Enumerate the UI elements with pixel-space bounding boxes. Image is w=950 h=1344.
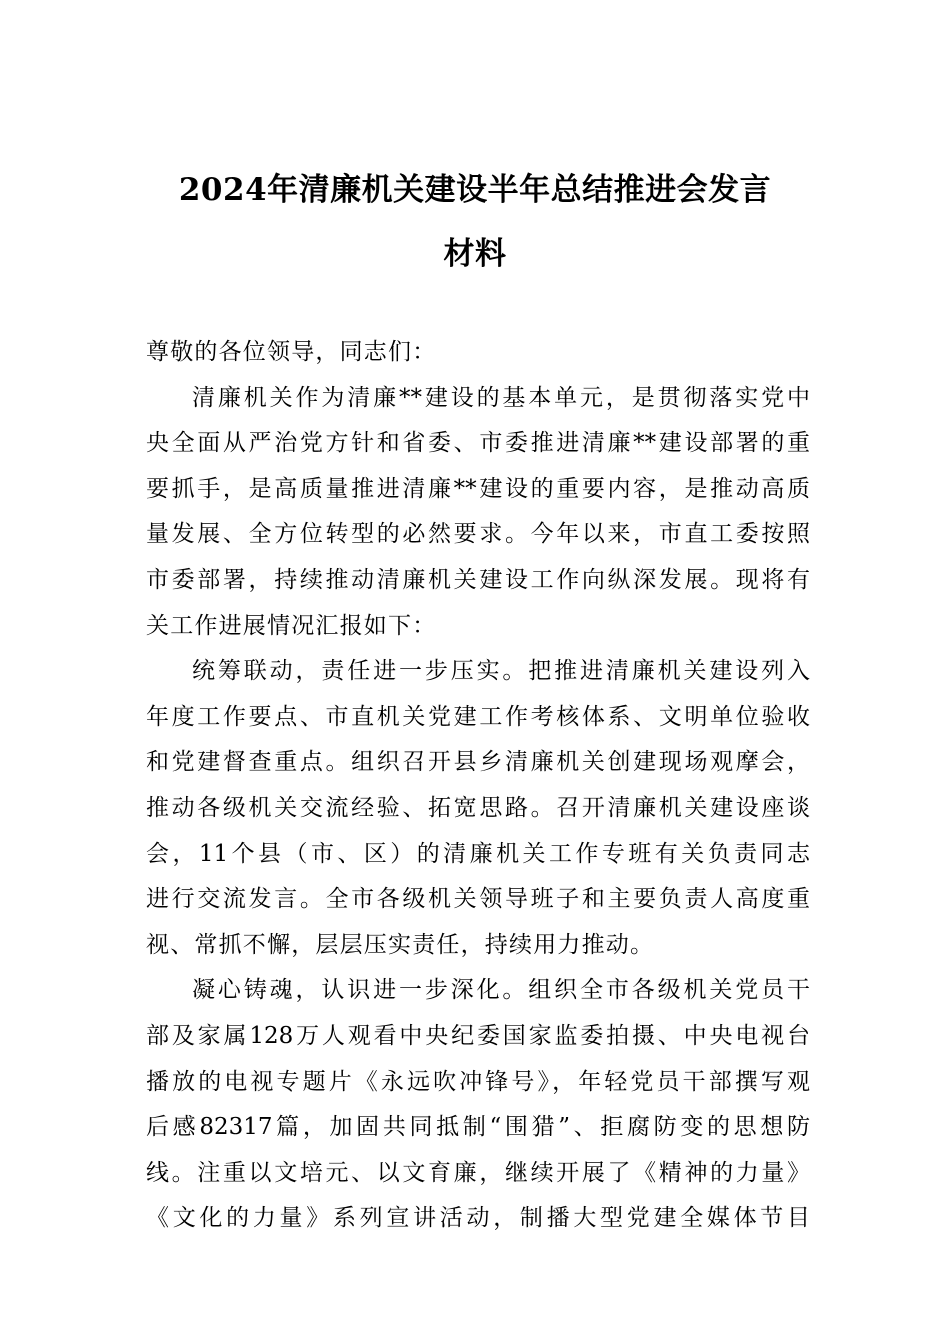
paragraph-line: 清廉机关作为清廉**建设的基本单元，是贯彻落实党中: [192, 384, 810, 411]
paragraph-line: 要抓手，是高质量推进清廉**建设的重要内容，是推动高质: [146, 475, 810, 502]
paragraph-line: 统筹联动，责任进一步压实。把推进清廉机关建设列入: [192, 658, 810, 685]
paragraph-line: 和党建督查重点。组织召开县乡清廉机关创建现场观摩会，: [146, 749, 810, 776]
paragraph-line: 进行交流发言。全市各级机关领导班子和主要负责人高度重: [146, 886, 810, 913]
paragraph-line: 线。注重以文培元、以文育廉，继续开展了《精神的力量》: [146, 1159, 810, 1186]
paragraph-line: 会，11个县（市、区）的清廉机关工作专班有关负责同志: [146, 840, 810, 867]
paragraph-line: 央全面从严治党方针和省委、市委推进清廉**建设部署的重: [146, 430, 810, 457]
paragraph-line: 后感82317篇，加固共同抵制“围猎”、拒腐防变的思想防: [146, 1114, 810, 1141]
paragraph-line: 年度工作要点、市直机关党建工作考核体系、文明单位验收: [146, 703, 810, 730]
paragraph-line: 市委部署，持续推动清廉机关建设工作向纵深发展。现将有: [146, 566, 810, 593]
paragraph-3: [146, 968, 810, 1242]
salutation: 尊敬的各位领导，同志们：: [146, 339, 437, 365]
paragraph-2: [146, 649, 810, 968]
paragraph-line: 关工作进展情况汇报如下：: [146, 612, 437, 639]
title-line-2: 材料: [443, 236, 507, 272]
document-title: [120, 158, 830, 286]
paragraph-line: 量发展、全方位转型的必然要求。今年以来，市直工委按照: [146, 521, 810, 548]
paragraph-line: 凝心铸魂，认识进一步深化。组织全市各级机关党员干: [192, 977, 810, 1004]
paragraph-line: 部及家属128万人观看中央纪委国家监委拍摄、中央电视台: [146, 1022, 810, 1049]
paragraph-1: [146, 376, 810, 650]
title-line-1: 2024年清廉机关建设半年总结推进会发言: [178, 172, 772, 208]
paragraph-line: 播放的电视专题片《永远吹冲锋号》，年轻党员干部撰写观: [146, 1068, 810, 1095]
paragraph-line: 《文化的力量》系列宣讲活动，制播大型党建全媒体节目: [146, 1205, 810, 1232]
paragraph-line: 视、常抓不懈，层层压实责任，持续用力推动。: [146, 931, 655, 958]
paragraph-line: 推动各级机关交流经验、拓宽思路。召开清廉机关建设座谈: [146, 794, 810, 821]
document-body: [146, 330, 810, 1242]
